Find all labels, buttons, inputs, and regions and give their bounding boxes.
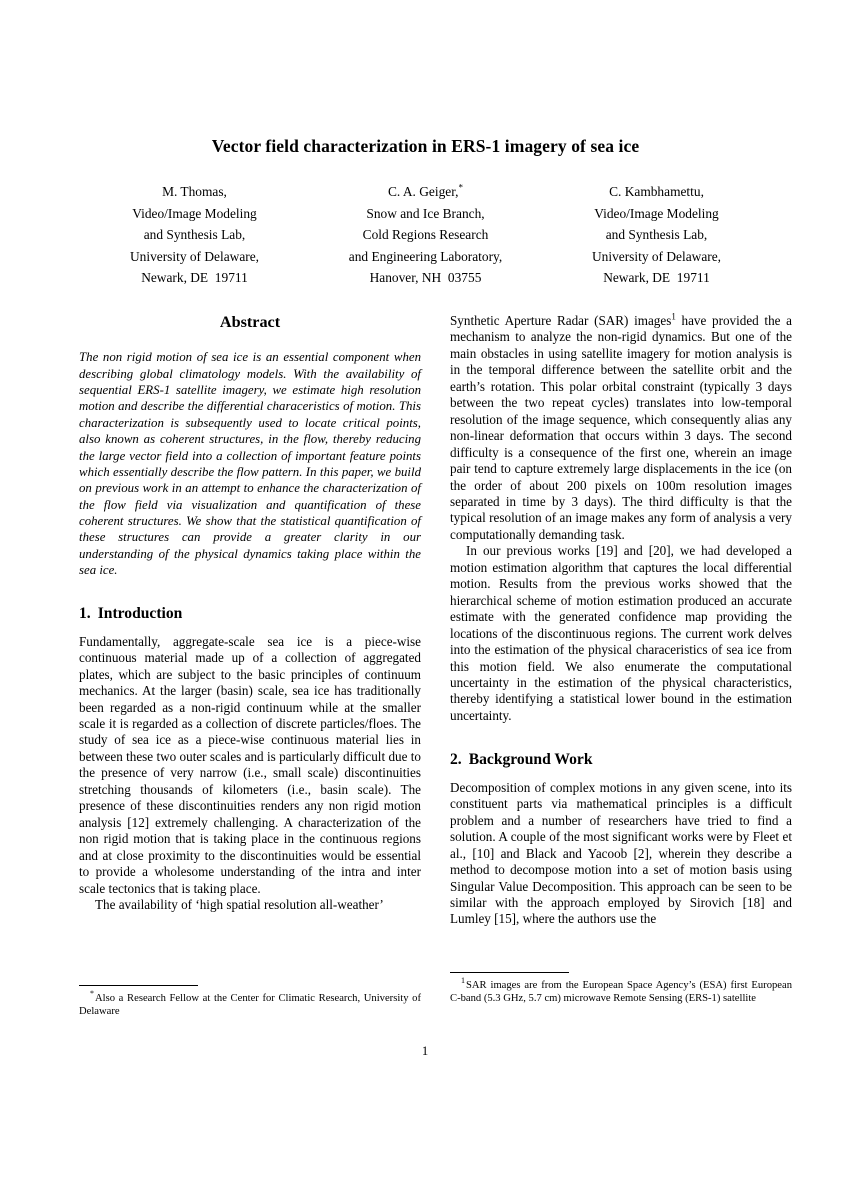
author-name-text: C. A. Geiger, <box>388 184 459 199</box>
paragraph-text-pre: Synthetic Aperture Radar (SAR) images <box>450 313 672 328</box>
author-affiliation-line: Video/Image Modeling <box>594 205 719 221</box>
footnote-text: SAR images are from the European Space Agency’s (ESA) first European C-band (5.3 GHz, 5.7 cm) microwave Remote Sensing (ERS-1) satellite <box>450 980 792 1005</box>
footnote-reference-marker: 1 <box>671 311 676 322</box>
left-column <box>79 313 421 913</box>
author-affiliation-line: Snow and Ice Branch, <box>366 205 485 221</box>
author-affiliation-line: University of Delaware, <box>129 248 260 264</box>
abstract-text: The non rigid motion of sea ice is an essential component when describing global climatology models. With the availability of sequential ERS-1 satellite imagery, we estimate high resolution motion and describe the differential characeristics of motion. This characterization is subsequently used to locate critical points, also known as coherent structures, in the flow, thereby reducing the large vector field into a collection of important feature points which essentially describe the flow pattern. In this paper, we build on previous work in an attempt to enhance the characterization of the flow field via visualization and quantification of these coherent structures. We show that the statistical quantification of these structures can provide a greater clarity in our understanding of the physical dynamics taking place within the sea ice. <box>79 350 421 577</box>
paragraph-text-post: have provided the a mechanism to analyze the non-rigid dynamics. But one of the main obstacles in using satellite imagery for motion analysis is in the temporal difference between the satellite orbit and the earth’s rotation. This polar orbital constraint (typically 3 days between the two repeat cycles) translates into low-temporal resolution of the image sequence, which consequently alias any non-linear deformation that occurs within 3 days. The second difficulty is a consequence of the first one, wherein an image pair tend to capture extremely large displacements in the ice (on the order of about 200 pixels on 100m resolution images separated in time by 3 days). The third difficulty is that the typical resolution of an image makes any form of analysis a very computationally demanding task. <box>450 313 792 542</box>
author-name: M. Thomas, <box>162 184 227 199</box>
page-title: Vector field characterization in ERS-1 imagery of sea ice <box>211 136 640 156</box>
author-list <box>79 181 772 289</box>
author-name <box>310 181 541 203</box>
author-affiliation-line: Video/Image Modeling <box>132 205 257 221</box>
author-block-1 <box>79 181 310 289</box>
section-title: Introduction <box>97 605 183 623</box>
page-number: 1 <box>421 1044 429 1058</box>
author-affiliation-line: University of Delaware, <box>591 248 722 264</box>
author-affiliation-line: and Engineering Laboratory, <box>348 248 503 264</box>
footnote-marker: 1 <box>461 976 465 986</box>
footnote-text: Also a Research Fellow at the Center for Climatic Research, University of Delaware <box>79 993 421 1018</box>
section-number: 1. <box>79 605 91 623</box>
footnote-area-left <box>79 985 421 1018</box>
author-affiliation-line: and Synthesis Lab, <box>143 227 246 243</box>
footnote-left <box>79 989 421 1018</box>
author-affiliation-line: Newark, DE 19711 <box>603 270 710 286</box>
title-block <box>79 136 772 157</box>
author-affiliation-line: and Synthesis Lab, <box>605 227 708 243</box>
author-affiliation-line: Newark, DE 19711 <box>141 270 248 286</box>
paragraph: The availability of ‘high spatial resolution all-weather’ <box>95 896 384 912</box>
paragraph: Fundamentally, aggregate-scale sea ice is a piece-wise continuous material made up of a collection of aggregated plates, which are subject to the basic principles of continuum mechanics. At the larger (basin) scale, sea ice has traditionally been regarded as a non-rigid continuum while at the smaller scale it is regarded as a collection of discrete particles/floes. The study of sea ice as a piece-wise continuous material lies in between these two outer scales and is particularly difficult due to the presence of very narrow (i.e., small scale) discontinuities stretching thousands of kilometers (i.e., basin scale). The presence of these discontinuities renders any non rigid motion analysis [12] extremely challenging. A characterization of the non rigid motion that is taking place in the continuous regions and at close proximity to the discontinuities would be essential to provide a wholesome understanding of the intra and inter scale tectonics that is taking place. <box>79 633 421 896</box>
abstract-heading: Abstract <box>219 313 281 331</box>
section-heading-introduction <box>79 604 421 623</box>
author-name: C. Kambhamettu, <box>609 184 704 199</box>
right-column <box>450 313 792 928</box>
author-affiliation-line: Hanover, NH 03755 <box>369 270 482 286</box>
author-affiliation-line: Cold Regions Research <box>362 227 489 243</box>
section-title: Background Work <box>468 751 593 769</box>
footnote-right <box>450 976 792 1005</box>
paragraph <box>450 313 792 543</box>
paragraph: In our previous works [19] and [20], we had developed a motion estimation algorithm that captures the local differential motion. Results from the previous works showed that the hierarchical scheme of motion estimation produced an accurate estimate with the generated confidence map providing the locations of the discontinuous regions. The current work delves into the estimation of the physical characeristics of sea ice from this motion field. We also enumerate the computational uncertainty in the estimation of the physical characteristics, thereby identifying a statistical lower bound in the estimation uncertainty. <box>450 543 792 723</box>
footnote-rule <box>450 972 569 973</box>
author-block-2 <box>310 181 541 289</box>
section-heading-background-work <box>450 750 792 769</box>
section-number: 2. <box>450 751 462 769</box>
footnote-rule <box>79 985 198 986</box>
paragraph: Decomposition of complex motions in any given scene, into its constituent parts via mathematical principles is a difficult problem and a number of researchers have tried to find a solution. A couple of the most significant works were by Fleet et al., [10] and Black and Yacoob [2], wherein they describe a method to decompose motion into a set of motion basis using Singular Value Decomposition. This approach can be seen to be similar with the approach employed by Sirovich [18] and Lumley [15], where the authors use the <box>450 779 792 927</box>
author-block-3 <box>541 181 772 289</box>
footnote-area-right <box>450 972 792 1005</box>
footnote-marker: * <box>90 989 94 999</box>
author-footnote-marker: * <box>458 182 463 193</box>
